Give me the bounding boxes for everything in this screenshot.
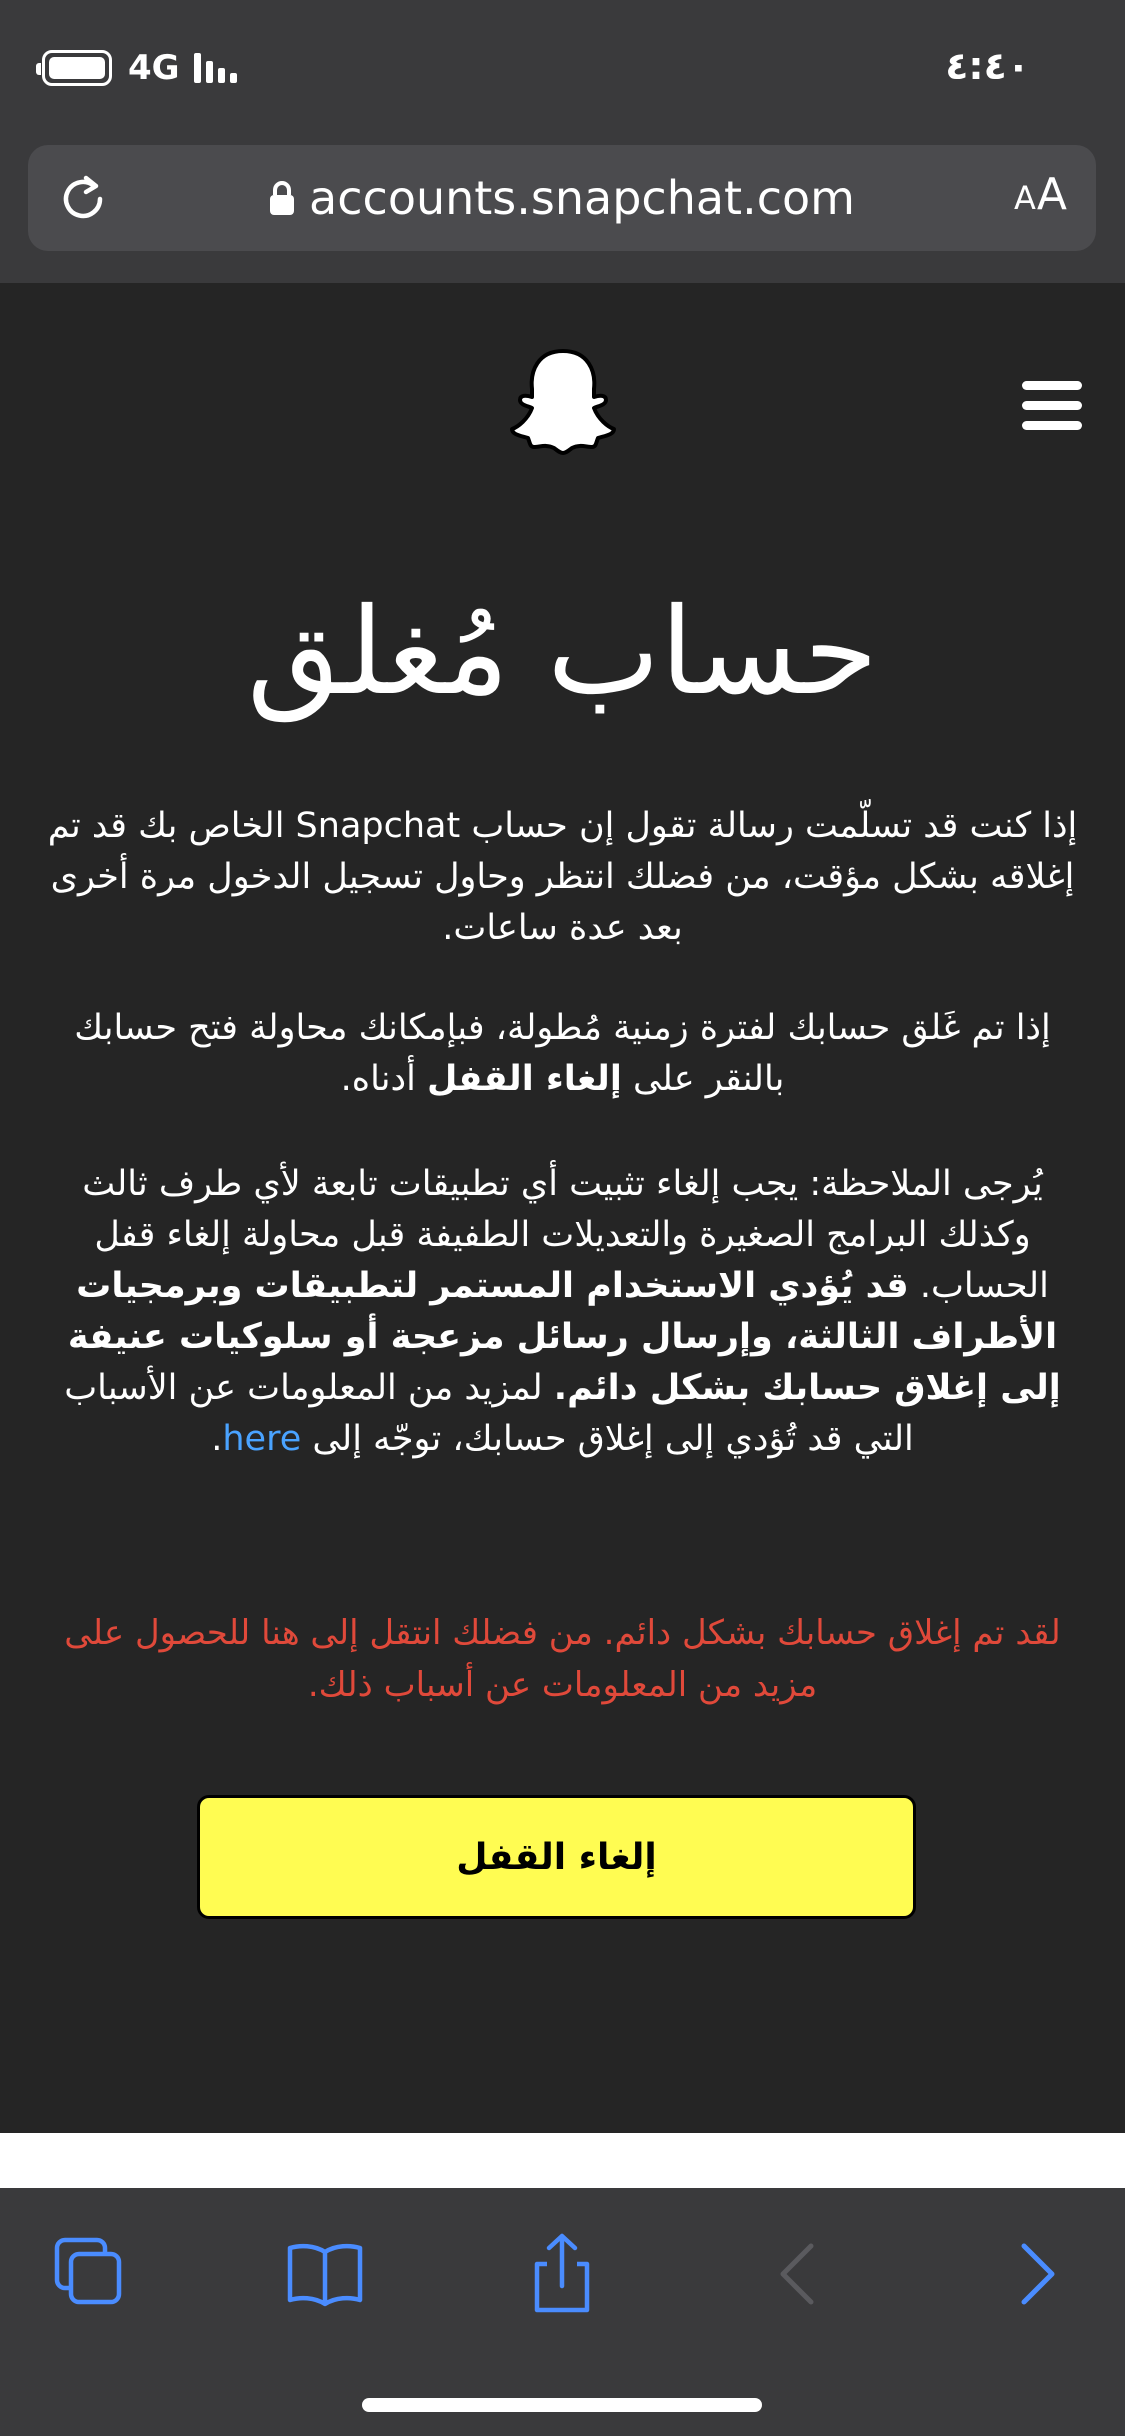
url-text[interactable]: accounts.snapchat.com bbox=[309, 171, 855, 225]
status-indicators bbox=[42, 48, 237, 88]
error-message[interactable]: لقد تم إغلاق حسابك بشكل دائم. من فضلك انتقل إلى هنا للحصول على مزيد من المعلومات عن أسباب ذلك. bbox=[64, 1613, 1061, 1705]
info-paragraph-2 bbox=[40, 1003, 1085, 1105]
text-size-button[interactable] bbox=[1014, 169, 1068, 227]
status-time: ٤:٤٠ bbox=[945, 44, 1030, 88]
lock-icon bbox=[269, 180, 295, 216]
para2-text-start: إذا تم غَلق حسابك لفترة زمنية مُطولة، فبإمكانك محاولة فتح حسابك بالنقر على bbox=[74, 1008, 1051, 1099]
reload-icon[interactable] bbox=[56, 172, 110, 226]
browser-top-chrome bbox=[0, 0, 1125, 283]
para3-text-end: . bbox=[211, 1419, 223, 1459]
battery-icon bbox=[42, 50, 112, 86]
back-icon[interactable] bbox=[755, 2228, 845, 2318]
here-link[interactable]: here bbox=[222, 1419, 302, 1459]
para2-unlock-emphasis: إلغاء القفل bbox=[426, 1059, 622, 1099]
page-content bbox=[0, 283, 1125, 2133]
unlock-button[interactable]: إلغاء القفل bbox=[197, 1795, 916, 1919]
para3-text-start: يُرجى الملاحظة: يجب إلغاء تثبيت أي تطبيقات تابعة لأي طرف ثالث وكذلك البرامج الصغيرة والتعديلات الطفيفة قبل محاولة إلغاء قفل الحساب. bbox=[82, 1164, 1049, 1306]
para3-text-middle: لمزيد من المعلومات عن الأسباب التي قد تُؤدي إلى إغلاق حسابك، توجّه إلى bbox=[64, 1368, 914, 1459]
page-title: حساب مُغلق bbox=[247, 583, 878, 722]
home-indicator[interactable] bbox=[362, 2398, 762, 2412]
para2-text-end: أدناه. bbox=[340, 1059, 427, 1099]
bookmarks-icon[interactable] bbox=[280, 2228, 370, 2318]
forward-icon[interactable] bbox=[990, 2228, 1080, 2318]
text-size-small-label: A bbox=[1014, 179, 1037, 217]
share-icon[interactable] bbox=[517, 2228, 607, 2318]
info-paragraph-3 bbox=[40, 1159, 1085, 1465]
snapchat-ghost-icon[interactable] bbox=[508, 345, 618, 455]
page-footer-edge bbox=[0, 2133, 1125, 2188]
network-type: 4G bbox=[128, 48, 180, 88]
signal-strength-icon bbox=[194, 53, 237, 83]
url-display[interactable] bbox=[158, 145, 966, 251]
para3-warning-bold: قد يُؤدي الاستخدام المستمر لتطبيقات وبرمجيات الأطراف الثالثة، وإرسال رسائل مزعجة أو سلوكيات عنيفة إلى إغلاق حسابك بشكل دائم. bbox=[67, 1266, 1061, 1408]
hamburger-menu-icon[interactable] bbox=[1022, 381, 1082, 431]
url-bar[interactable] bbox=[28, 145, 1096, 251]
info-paragraph-1: إذا كنت قد تسلّمت رسالة تقول إن حساب Snapchat الخاص بك قد تم إغلاقه بشكل مؤقت، من فضلك انتظر وحاول تسجيل الدخول مرة أخرى بعد عدة ساعات. bbox=[47, 806, 1078, 948]
tabs-icon[interactable] bbox=[45, 2228, 135, 2318]
status-bar bbox=[0, 0, 1125, 140]
text-size-large-label: A bbox=[1036, 169, 1068, 220]
